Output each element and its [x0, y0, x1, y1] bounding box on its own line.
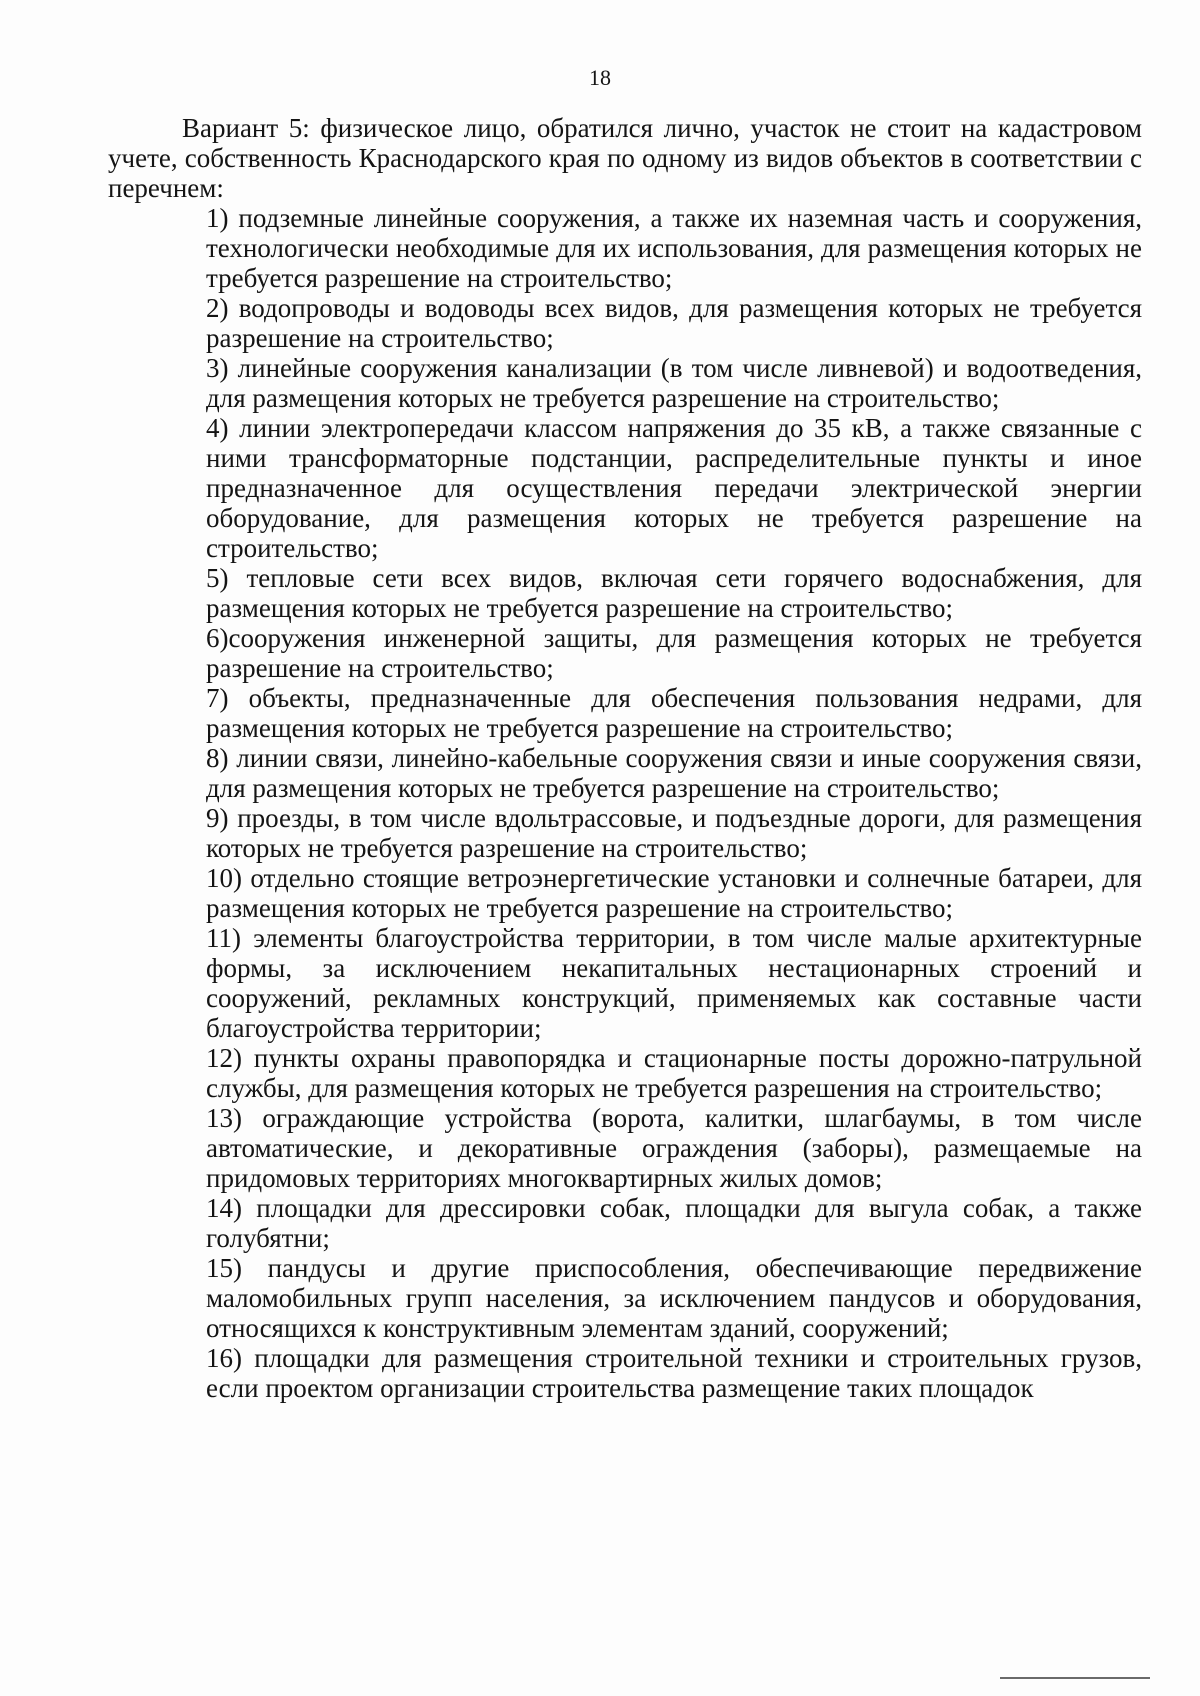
list-item: 6)сооружения инженерной защиты, для размещения которых не требуется разрешение на строительство; — [206, 623, 1142, 683]
list-item: 4) линии электропередачи классом напряжения до 35 кВ, а также связанные с ними трансформаторные подстанции, распределительные пункты и иное предназначенное для осуществления передачи электрической энергии оборудование, для размещения которых не требуется разрешение на строительство; — [206, 413, 1142, 563]
list-item: 2) водопроводы и водоводы всех видов, для размещения которых не требуется разрешение на строительство; — [206, 293, 1142, 353]
list-item: 9) проезды, в том числе вдольтрассовые, и подъездные дороги, для размещения которых не требуется разрешение на строительство; — [206, 803, 1142, 863]
list-item: 10) отдельно стоящие ветроэнергетические установки и солнечные батареи, для размещения которых не требуется разрешение на строительство; — [206, 863, 1142, 923]
list-item: 8) линии связи, линейно-кабельные сооружения связи и иные сооружения связи, для размещения которых не требуется разрешение на строительство; — [206, 743, 1142, 803]
list-item: 15) пандусы и другие приспособления, обеспечивающие передвижение маломобильных групп населения, за исключением пандусов и оборудования, относящихся к конструктивным элементам зданий, сооружений; — [206, 1253, 1142, 1343]
object-list — [206, 203, 1142, 1403]
list-item: 16) площадки для размещения строительной техники и строительных грузов, если проектом организации строительства размещение таких площадок — [206, 1343, 1142, 1403]
list-item: 12) пункты охраны правопорядка и стационарные посты дорожно-патрульной службы, для размещения которых не требуется разрешения на строительство; — [206, 1043, 1142, 1103]
list-item: 1) подземные линейные сооружения, а также их наземная часть и сооружения, технологически необходимые для их использования, для размещения которых не требуется разрешение на строительство; — [206, 203, 1142, 293]
footer-rule — [1000, 1677, 1150, 1679]
intro-paragraph: Вариант 5: физическое лицо, обратился лично, участок не стоит на кадастровом учете, собственность Краснодарского края по одному из видов объектов в соответствии с перечнем: — [108, 113, 1142, 203]
list-item: 3) линейные сооружения канализации (в том числе ливневой) и водоотведения, для размещения которых не требуется разрешение на строительство; — [206, 353, 1142, 413]
list-item: 7) объекты, предназначенные для обеспечения пользования недрами, для размещения которых не требуется разрешение на строительство; — [206, 683, 1142, 743]
list-item: 11) элементы благоустройства территории, в том числе малые архитектурные формы, за исключением некапитальных нестационарных строений и сооружений, рекламных конструкций, применяемых как составные части благоустройства территории; — [206, 923, 1142, 1043]
page-number: 18 — [589, 65, 611, 90]
list-item: 5) тепловые сети всех видов, включая сети горячего водоснабжения, для размещения которых не требуется разрешение на строительство; — [206, 563, 1142, 623]
document-body — [0, 113, 1200, 1403]
list-item: 13) ограждающие устройства (ворота, калитки, шлагбаумы, в том числе автоматические, и декоративные ограждения (заборы), размещаемые на придомовых территориях многоквартирных жилых домов; — [206, 1103, 1142, 1193]
list-item: 14) площадки для дрессировки собак, площадки для выгула собак, а также голубятни; — [206, 1193, 1142, 1253]
